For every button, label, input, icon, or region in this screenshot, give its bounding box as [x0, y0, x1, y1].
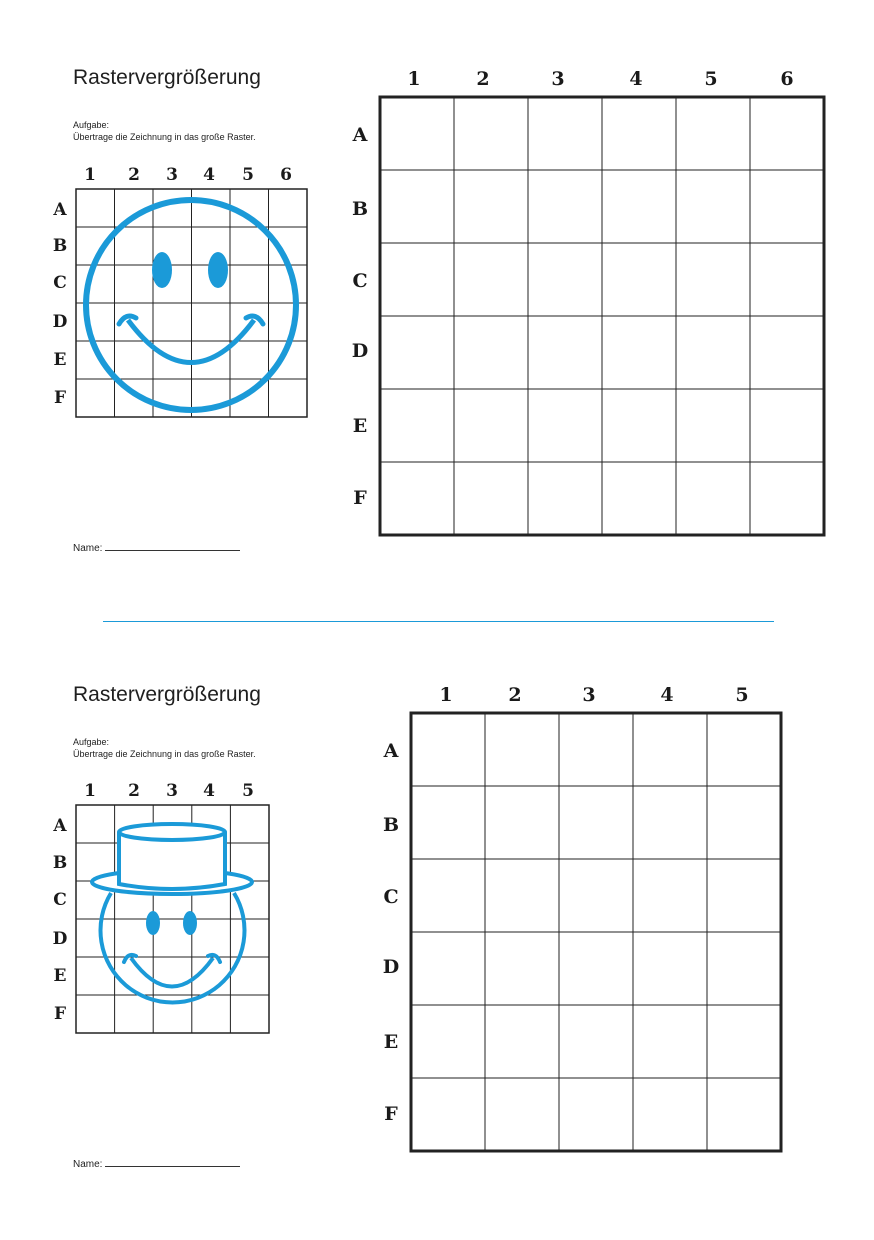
row-label: B	[382, 814, 400, 836]
col-label: 4	[629, 68, 643, 90]
row-label: E	[53, 350, 67, 370]
row-label: D	[382, 956, 400, 978]
worksheet-1-name-label: Name:	[73, 543, 103, 554]
row-label: F	[53, 388, 67, 408]
worksheet-2-title: Rastervergrößerung	[73, 683, 261, 706]
row-label: E	[352, 415, 368, 437]
col-label: 5	[242, 781, 254, 801]
worksheet-1-large-grid[interactable]	[380, 97, 824, 535]
worksheet-1-small-col-labels	[84, 165, 292, 185]
col-label: 2	[508, 684, 522, 706]
row-label: E	[53, 966, 67, 986]
worksheet-2-large-grid[interactable]	[411, 713, 781, 1151]
col-label: 2	[128, 781, 140, 801]
hat-smiley-right-eye	[183, 911, 197, 935]
worksheet-2-small-row-labels	[52, 816, 67, 1024]
worksheet-2-name-label: Name:	[73, 1159, 103, 1170]
hat-smiley-mouth	[131, 958, 213, 987]
row-label: B	[52, 236, 68, 256]
worksheet-1-small-grid	[76, 189, 307, 417]
col-label: 5	[704, 68, 718, 90]
row-label: D	[351, 340, 369, 362]
worksheet-1-task-text: Übertrage die Zeichnung in das große Raster.	[73, 132, 256, 142]
worksheet-2-large-row-labels	[383, 740, 400, 1125]
row-label: E	[383, 1031, 399, 1053]
top-hat-smiley-drawing	[92, 824, 252, 1002]
worksheet-1-title: Rastervergrößerung	[73, 66, 261, 89]
col-label: 4	[203, 781, 215, 801]
col-label: 5	[735, 684, 749, 706]
smiley-left-eye	[152, 252, 172, 288]
col-label: 1	[439, 684, 453, 706]
hat-top	[119, 824, 225, 840]
col-label: 5	[242, 165, 254, 185]
row-label: C	[383, 886, 399, 908]
col-label: 1	[84, 165, 96, 185]
col-label: 6	[780, 68, 794, 90]
col-label: 4	[203, 165, 215, 185]
col-label: 1	[84, 781, 96, 801]
row-label: F	[353, 487, 367, 509]
col-label: 3	[551, 68, 565, 90]
row-label: D	[52, 929, 68, 949]
worksheet-2-task-text: Übertrage die Zeichnung in das große Raster.	[73, 749, 256, 759]
col-label: 2	[128, 165, 140, 185]
row-label: C	[53, 890, 67, 910]
worksheet-1-task-label: Aufgabe:	[73, 120, 110, 130]
row-label: D	[52, 312, 68, 332]
worksheet-2-task-label: Aufgabe:	[73, 737, 110, 747]
row-label: A	[352, 124, 368, 146]
hat-smiley-left-eye	[146, 911, 160, 935]
worksheet-1-large-row-labels	[352, 124, 369, 509]
worksheet-2-small-col-labels	[84, 781, 254, 801]
row-label: F	[53, 1004, 67, 1024]
col-label: 3	[166, 165, 178, 185]
smiley-right-eye	[208, 252, 228, 288]
worksheet-1-small-row-labels	[52, 200, 67, 408]
row-label: C	[352, 270, 368, 292]
col-label: 6	[280, 165, 292, 185]
col-label: 3	[166, 781, 178, 801]
col-label: 1	[407, 68, 421, 90]
row-label: A	[53, 200, 67, 220]
worksheet-2-large-col-labels	[439, 684, 748, 706]
row-label: A	[53, 816, 67, 836]
row-label: C	[53, 273, 67, 293]
row-label: B	[351, 198, 369, 220]
col-label: 4	[660, 684, 674, 706]
col-label: 3	[582, 684, 596, 706]
row-label: B	[52, 853, 68, 873]
col-label: 2	[476, 68, 490, 90]
row-label: A	[383, 740, 399, 762]
worksheet-1-large-col-labels	[407, 68, 793, 90]
row-label: F	[384, 1103, 398, 1125]
